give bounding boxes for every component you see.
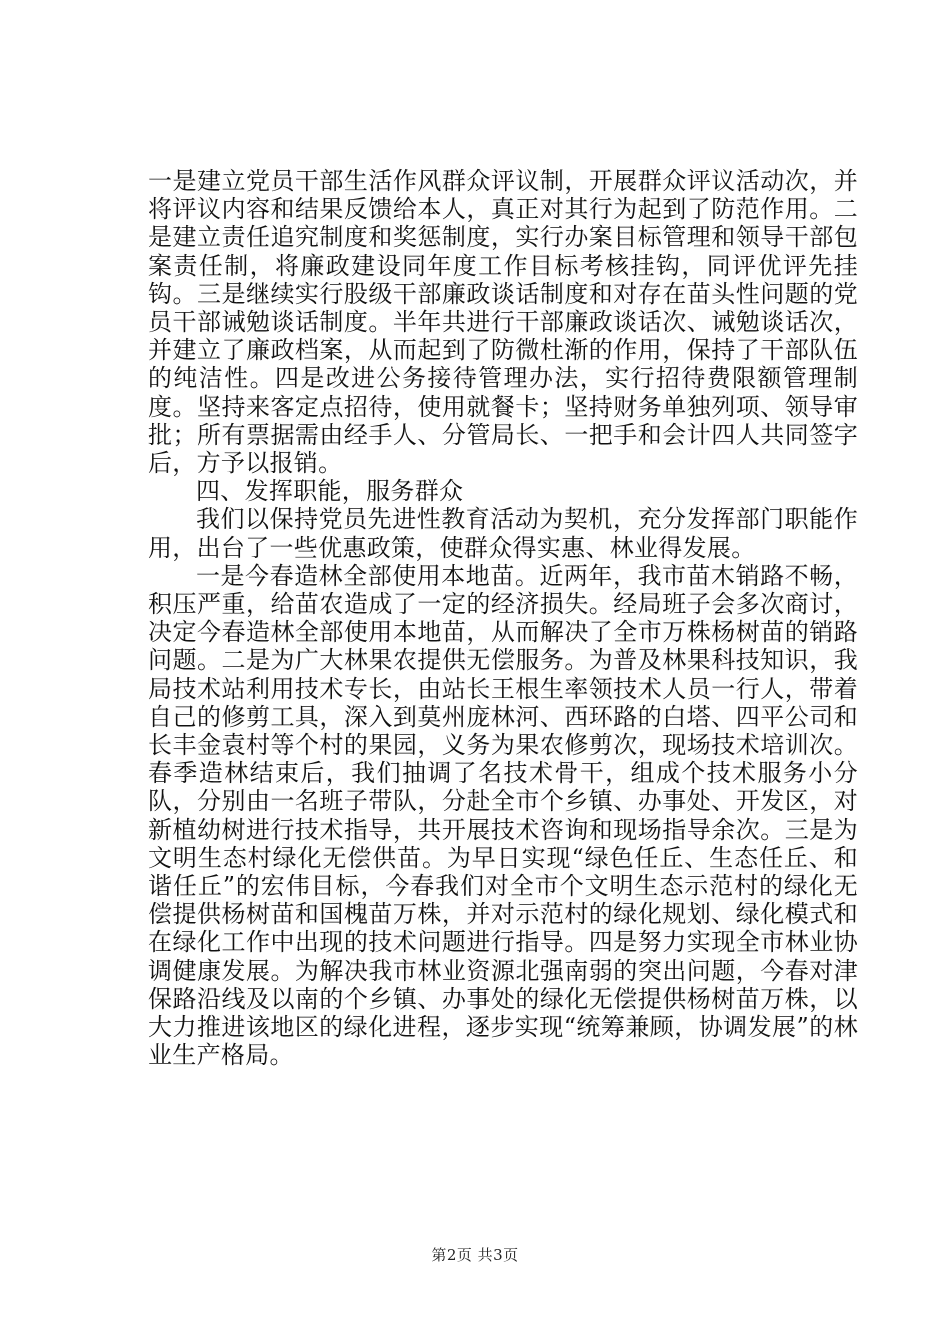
section-heading-serve-public: 四、发挥职能，服务群众 [196,477,464,506]
page-number-footer: 第2页 共3页 [431,1246,519,1264]
paragraph-forestry-measures: 一是今春造林全部使用本地苗。近两年，我市苗木销路不畅，积压严重，给苗农造成了一定的经济损失。经局班子会多次商讨，决定今春造林全部使用本地苗，从而解决了全市万株杨树苗的销路问题。二是为广大林果农提供无偿服务。为普及林果科技知识，我局技术站利用技术专长，由站长王根生率领技术人员一行人，带着自己的修剪工具，深入到莫州庞林河、西环路的白塔、四平公司和长丰金袁村等个村的果园，义务为果农修剪次，现场技术培训次。春季造林结束后，我们抽调了名技术骨干，组成个技术服务小分队，分别由一名班子带队，分赴全市个乡镇、办事处、开发区，对新植幼树进行技术指导，共开展技术咨询和现场指导余次。三是为文明生态村绿化无偿供苗。为早日实现“绿色任丘、生态任丘、和谐任丘”的宏伟目标，今春我们对全市个文明生态示范村的绿化无偿提供杨树苗和国槐苗万株，并对示范村的绿化规划、绿化模式和在绿化工作中出现的技术问题进行指导。四是努力实现全市林业协调健康发展。为解决我市林业资源北强南弱的突出问题，今春对津保路沿线及以南的个乡镇、办事处的绿化无偿提供杨树苗万株，以大力推进该地区的绿化进程，逐步实现“统筹兼顾，协调发展”的林业生产格局。 [148,561,858,1070]
paragraph-intro-service: 我们以保持党员先进性教育活动为契机，充分发挥部门职能作用，出台了一些优惠政策，使群众得实惠、林业得发展。 [148,505,858,562]
document-body [148,167,858,1070]
paragraph-discipline-measures: 一是建立党员干部生活作风群众评议制，开展群众评议活动次，并将评议内容和结果反馈给本人，真正对其行为起到了防范作用。二是建立责任追究制度和奖惩制度，实行办案目标管理和领导干部包案责任制，将廉政建设同年度工作目标考核挂钩，同评优评先挂钩。三是继续实行股级干部廉政谈话制度和对存在苗头性问题的党员干部诫勉谈话制度。半年共进行干部廉政谈话次、诫勉谈话次，并建立了廉政档案，从而起到了防微杜渐的作用，保持了干部队伍的纯洁性。四是改进公务接待管理办法，实行招待费限额管理制度。坚持来客定点招待，使用就餐卡；坚持财务单独列项、领导审批；所有票据需由经手人、分管局长、一把手和会计四人共同签字后，方予以报销。 [148,167,858,478]
